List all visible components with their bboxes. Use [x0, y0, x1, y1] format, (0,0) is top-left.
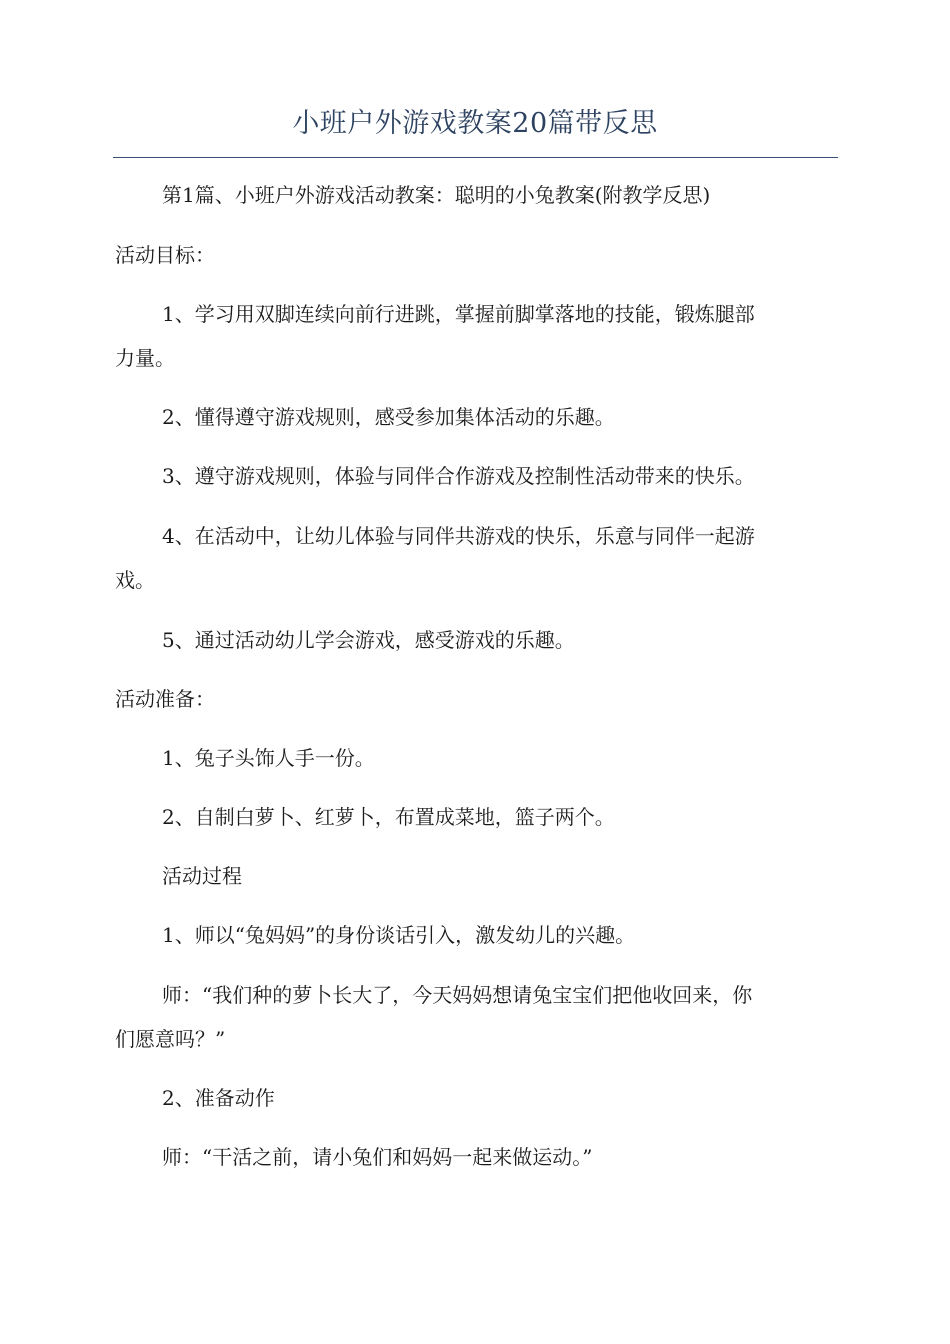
paragraph-line: 1、师以“兔妈妈”的身份谈话引入，激发幼儿的兴趣。 — [162, 923, 636, 947]
paragraph-line: 2、准备动作 — [162, 1086, 275, 1110]
paragraph-line: 第1篇、小班户外游戏活动教案：聪明的小兔教案(附教学反思) — [162, 183, 711, 207]
paragraph-line: 4、在活动中，让幼儿体验与同伴共游戏的快乐，乐意与同伴一起游 — [162, 524, 755, 548]
paragraph-line: 2、懂得遵守游戏规则，感受参加集体活动的乐趣。 — [162, 405, 615, 429]
section-heading: 活动过程 — [162, 864, 242, 888]
paragraph-line: 5、通过活动幼儿学会游戏，感受游戏的乐趣。 — [162, 628, 575, 652]
paragraph-line: 力量。 — [115, 346, 175, 370]
paragraph-line: 们愿意吗？” — [115, 1027, 226, 1051]
paragraph-line: 戏。 — [115, 568, 155, 592]
section-heading: 活动目标： — [115, 243, 215, 267]
paragraph-line: 师：“我们种的萝卜长大了，今天妈妈想请兔宝宝们把他收回来，你 — [162, 983, 753, 1007]
paragraph-line: 3、遵守游戏规则，体验与同伴合作游戏及控制性活动带来的快乐。 — [162, 464, 755, 488]
paragraph-line: 1、学习用双脚连续向前行进跳，掌握前脚掌落地的技能，锻炼腿部 — [162, 302, 755, 326]
section-heading: 活动准备： — [115, 687, 215, 711]
document-title: 小班户外游戏教案20篇带反思 — [292, 108, 658, 139]
paragraph-line: 2、自制白萝卜、红萝卜，布置成菜地，篮子两个。 — [162, 805, 615, 829]
paragraph-line: 1、兔子头饰人手一份。 — [162, 746, 375, 770]
paragraph-line: 师：“干活之前，请小兔们和妈妈一起来做运动。” — [162, 1145, 593, 1169]
title-divider — [113, 157, 838, 158]
